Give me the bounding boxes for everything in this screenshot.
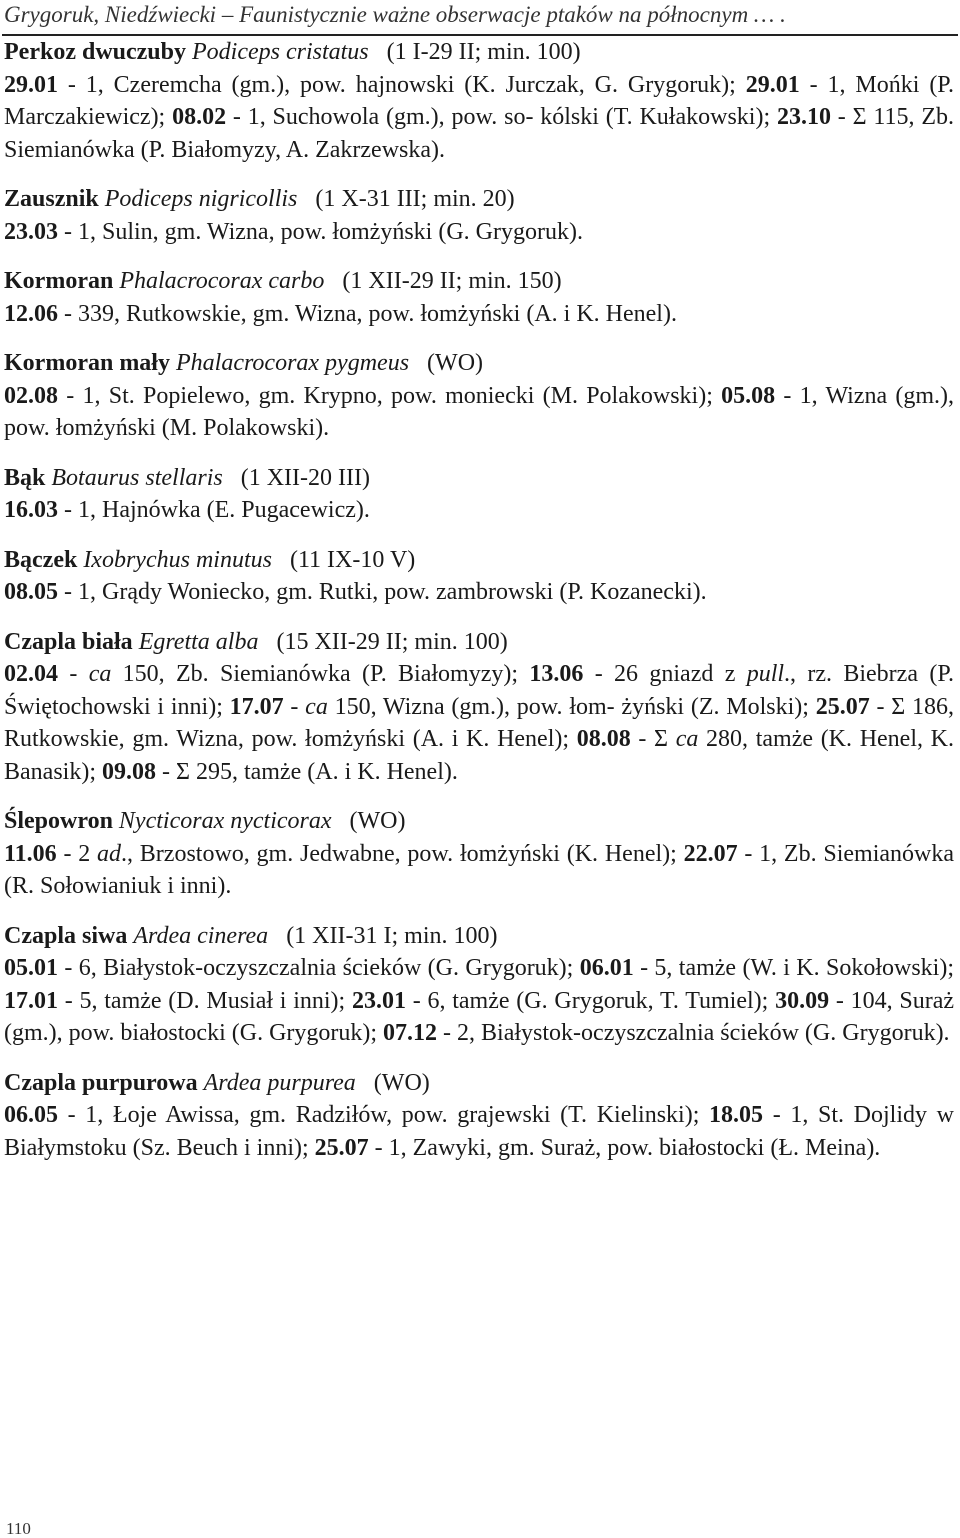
- records-paragraph: [4, 494, 954, 527]
- records-paragraph: [4, 658, 954, 788]
- record-text: 150, Wizna (gm.), pow. łom- żyński (Z. Molski);: [327, 693, 816, 720]
- species-name-lat: Ardea purpurea: [203, 1069, 356, 1096]
- species-title: [4, 805, 954, 838]
- record-text: - 1, Łoje Awissa, gm. Radziłów, pow. grajewski (T. Kielinski);: [58, 1102, 710, 1128]
- species-name-lat: Phalacrocorax pygmeus: [175, 350, 410, 376]
- species-range: (1 X-31 III; min. 20): [315, 186, 515, 212]
- species-name-pl: Kormoran mały: [4, 350, 170, 376]
- running-header: Grygoruk, Niedźwiecki – Faunistycznie ważne obserwacje ptaków na północnym … .: [4, 2, 786, 27]
- record-text: ., rz. Biebrza (P. Świętochowski i inni);: [4, 661, 955, 720]
- record-italic-term: ca: [675, 726, 699, 752]
- record-date: 25.07: [314, 1134, 369, 1161]
- record-text: -: [58, 661, 89, 687]
- record-text: - 2, Białystok-oczyszczalnia ścieków (G. Grygoruk).: [437, 1020, 950, 1046]
- record-date: 06.01: [579, 955, 634, 981]
- record-date: 23.03: [4, 218, 58, 245]
- species-name-lat: Phalacrocorax carbo: [119, 268, 325, 294]
- record-italic-term: pull: [746, 661, 785, 687]
- record-date: 22.07: [683, 840, 738, 867]
- entry-gap: [4, 788, 954, 805]
- records-paragraph: [4, 838, 954, 903]
- entry-gap: [4, 609, 954, 626]
- species-name-pl: Bąk: [4, 464, 46, 491]
- species-range: (1 XII-31 I; min. 100): [286, 922, 498, 949]
- species-title: [4, 1067, 954, 1100]
- record-date: 07.12: [383, 1020, 438, 1046]
- records-paragraph: [4, 216, 954, 249]
- record-date: 05.01: [4, 955, 58, 981]
- species-range: (WO): [373, 1069, 430, 1096]
- species-name-lat: Botaurus stellaris: [51, 464, 223, 491]
- record-date: 06.05: [4, 1102, 58, 1128]
- record-date: 12.06: [4, 300, 58, 327]
- species-entry: [4, 265, 954, 330]
- species-name-pl: Zausznik: [4, 186, 99, 212]
- entry-gap: [4, 527, 954, 544]
- record-date: 13.06: [529, 661, 584, 687]
- record-text: - 1, St. Dojlidy w Białymstoku (Sz. Beuch i inni);: [4, 1102, 954, 1161]
- record-date: 05.08: [721, 382, 776, 409]
- record-text: - Σ 295, tamże (A. i K. Henel).: [155, 758, 458, 785]
- record-date: 17.01: [4, 987, 58, 1014]
- record-text: - 1, Zawyki, gm. Suraż, pow. białostocki (Ł. Meina).: [368, 1134, 881, 1161]
- species-name-pl: Ślepowron: [4, 808, 113, 834]
- records-paragraph: [4, 69, 954, 167]
- species-range: (15 XII-29 II; min. 100): [276, 628, 508, 655]
- record-date: 08.05: [4, 579, 58, 605]
- record-date: 23.10: [776, 104, 831, 130]
- species-name-lat: Egretta alba: [138, 628, 259, 655]
- entry-gap: [4, 166, 954, 183]
- record-text: - 339, Rutkowskie, gm. Wizna, pow. łomżyński (A. i K. Henel).: [58, 300, 677, 327]
- species-entry: [4, 462, 954, 527]
- record-italic-term: ad: [97, 840, 122, 867]
- species-entry: [4, 920, 954, 1050]
- species-range: (WO): [427, 350, 484, 376]
- record-text: - Σ 115, Zb. Siemianówka (P. Białomyzy, A. Zakrzewska).: [4, 104, 954, 163]
- record-text: - 1, Wizna (gm.), pow. łomżyński (M. Polakowski).: [4, 382, 955, 441]
- species-name-pl: Perkoz dwuczuby: [4, 39, 186, 65]
- species-name-lat: Ardea cinerea: [133, 922, 269, 949]
- page-number: 110: [6, 1519, 31, 1538]
- species-entry: [4, 36, 954, 166]
- record-italic-term: ca: [305, 693, 328, 720]
- record-text: - 1, Sulin, gm. Wizna, pow. łomżyński (G. Grygoruk).: [58, 218, 583, 245]
- species-entry: [4, 805, 954, 903]
- record-date: 16.03: [4, 497, 58, 523]
- record-italic-term: ca: [88, 661, 112, 687]
- record-text: - 1, Zb. Siemianówka (R. Sołowianiuk i inni).: [4, 840, 954, 899]
- record-text: - 1, Czeremcha (gm.), pow. hajnowski (K. Jurczak, G. Grygoruk);: [58, 71, 746, 98]
- record-date: 09.08: [101, 758, 156, 785]
- species-range: (11 IX-10 V): [289, 546, 416, 573]
- species-range: (WO): [349, 808, 406, 834]
- record-text: - 5, tamże (D. Musiał i inni);: [58, 987, 352, 1014]
- record-text: - 1, Mońki (P. Marczakiewicz);: [4, 71, 954, 130]
- record-date: 02.04: [4, 661, 58, 687]
- records-paragraph: [4, 298, 954, 331]
- species-entry: [4, 544, 954, 609]
- record-date: 11.06: [4, 840, 57, 867]
- species-name-lat: Podiceps cristatus: [192, 39, 369, 65]
- record-text: - 6, Białystok-oczyszczalnia ścieków (G. Grygoruk);: [58, 955, 580, 981]
- record-text: -: [283, 693, 306, 720]
- entry-gap: [4, 330, 954, 347]
- records-paragraph: [4, 380, 954, 445]
- record-text: 280, tamże (K. Henel, K. Banasik);: [4, 726, 955, 785]
- species-title: [4, 347, 954, 380]
- record-date: 08.02: [172, 104, 227, 130]
- species-name-pl: Bączek: [4, 546, 78, 573]
- record-date: 02.08: [4, 382, 58, 409]
- entry-gap: [4, 445, 954, 462]
- species-title: [4, 544, 954, 577]
- record-text: - 104, Suraż (gm.), pow. białostocki (G. Grygoruk);: [4, 987, 954, 1046]
- record-text: - 1, St. Popielewo, gm. Krypno, pow. moniecki (M. Polakowski);: [58, 382, 722, 409]
- species-range: (1 XII-29 II; min. 150): [342, 268, 562, 294]
- species-title: [4, 183, 954, 216]
- record-text: ., Brzostowo, gm. Jedwabne, pow. łomżyński (K. Henel);: [121, 840, 684, 867]
- species-entry: [4, 1067, 954, 1165]
- record-date: 17.07: [229, 693, 284, 720]
- record-text: - 1, Hajnówka (E. Pugacewicz).: [58, 497, 370, 523]
- record-text: - 6, tamże (G. Grygoruk, T. Tumiel);: [405, 987, 776, 1014]
- species-name-pl: Czapla biała: [4, 628, 133, 655]
- species-name-lat: Ixobrychus minutus: [83, 546, 272, 573]
- record-text: 150, Zb. Siemianówka (P. Białomyzy);: [111, 661, 530, 687]
- record-text: - 1, Suchowola (gm.), pow. so- kólski (T. Kułakowski);: [226, 104, 777, 130]
- species-name-pl: Kormoran: [4, 268, 114, 294]
- species-range: (1 I-29 II; min. 100): [386, 39, 581, 65]
- record-date: 18.05: [709, 1102, 764, 1128]
- record-text: - Σ 186, Rutkowskie, gm. Wizna, pow. łomżyński (A. i K. Henel);: [4, 693, 954, 752]
- record-date: 30.09: [775, 987, 830, 1014]
- species-title: [4, 265, 954, 298]
- species-range: (1 XII-20 III): [240, 464, 370, 491]
- species-title: [4, 462, 954, 495]
- species-list: [4, 36, 954, 1164]
- species-title: [4, 36, 954, 69]
- record-date: 29.01: [745, 71, 800, 98]
- species-name-pl: Czapla purpurowa: [4, 1069, 198, 1096]
- species-entry: [4, 183, 954, 248]
- species-entry: [4, 626, 954, 789]
- record-text: - 2: [56, 840, 98, 867]
- record-date: 29.01: [4, 71, 58, 98]
- record-text: - Σ: [630, 726, 676, 752]
- records-paragraph: [4, 576, 954, 609]
- entry-gap: [4, 1050, 954, 1067]
- species-title: [4, 626, 954, 659]
- record-date: 25.07: [815, 693, 870, 720]
- entry-gap: [4, 903, 954, 920]
- record-text: - 5, tamże (W. i K. Sokołowski);: [633, 955, 954, 981]
- records-paragraph: [4, 1099, 954, 1164]
- species-name-lat: Podiceps nigricollis: [104, 186, 298, 212]
- record-date: 08.08: [576, 726, 631, 752]
- species-name-pl: Czapla siwa: [4, 922, 128, 949]
- record-date: 23.01: [351, 987, 406, 1014]
- records-paragraph: [4, 952, 954, 1050]
- entry-gap: [4, 248, 954, 265]
- record-text: - 1, Grądy Woniecko, gm. Rutki, pow. zambrowski (P. Kozanecki).: [58, 579, 707, 605]
- record-text: - 26 gniazd z: [583, 661, 747, 687]
- species-name-lat: Nycticorax nycticorax: [118, 808, 332, 834]
- species-title: [4, 920, 954, 953]
- species-entry: [4, 347, 954, 445]
